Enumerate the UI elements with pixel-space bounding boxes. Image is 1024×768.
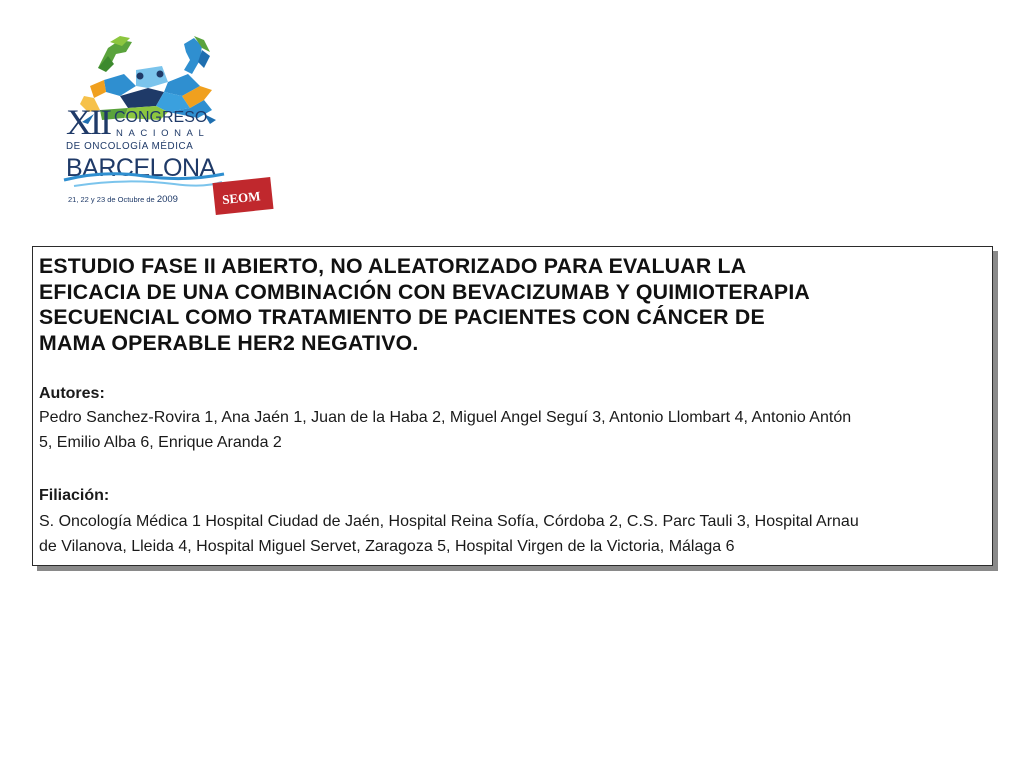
seom-badge-icon bbox=[212, 177, 273, 215]
authors-list: Pedro Sanchez-Rovira 1, Ana Jaén 1, Juan de la Haba 2, Miguel Angel Seguí 3, Antonio Llombart 4, Antonio Antón 5, Emilio Alba 6, Enrique Aranda 2 bbox=[39, 409, 852, 451]
logo-city-text: BARCELONA bbox=[66, 154, 216, 182]
logo-dates-text: 21, 22 y 23 de Octubre de 2009 bbox=[68, 194, 178, 205]
affiliation-list: S. Oncología Médica 1 Hospital Ciudad de Jaén, Hospital Reina Sofía, Córdoba 2, C.S. Parc Tauli 3, Hospital Arnau de Vilanova, Lleida 4, Hospital Miguel Servet, Zaragoza 5, Hospital Virgen de la Victoria, Málaga 6 bbox=[39, 513, 859, 555]
congress-logo bbox=[64, 30, 278, 216]
abstract-card bbox=[32, 246, 993, 566]
logo-numeral-text: XII bbox=[66, 102, 110, 142]
logo-oncologia-text: DE ONCOLOGÍA MÉDICA bbox=[66, 141, 194, 152]
affiliation-heading: Filiación: bbox=[39, 487, 110, 504]
abstract-title: ESTUDIO FASE II ABIERTO, NO ALEATORIZADO PARA EVALUAR LA EFICACIA DE UNA COMBINACIÓN CON BEVACIZUMAB Y QUIMIOTERAPIA SECUENCIAL COMO TRATAMIENTO DE PACIENTES CON CÁNCER DE MAMA OPERABLE HER2 NEGATIVO. bbox=[39, 254, 811, 355]
authors-heading: Autores: bbox=[39, 385, 105, 402]
svg-text:SEOM: SEOM bbox=[221, 188, 262, 208]
logo-nacional-text: NACIONAL bbox=[116, 128, 210, 139]
congress-logo-graphic bbox=[64, 30, 278, 216]
logo-congreso-text: CONGRESO bbox=[114, 109, 208, 126]
